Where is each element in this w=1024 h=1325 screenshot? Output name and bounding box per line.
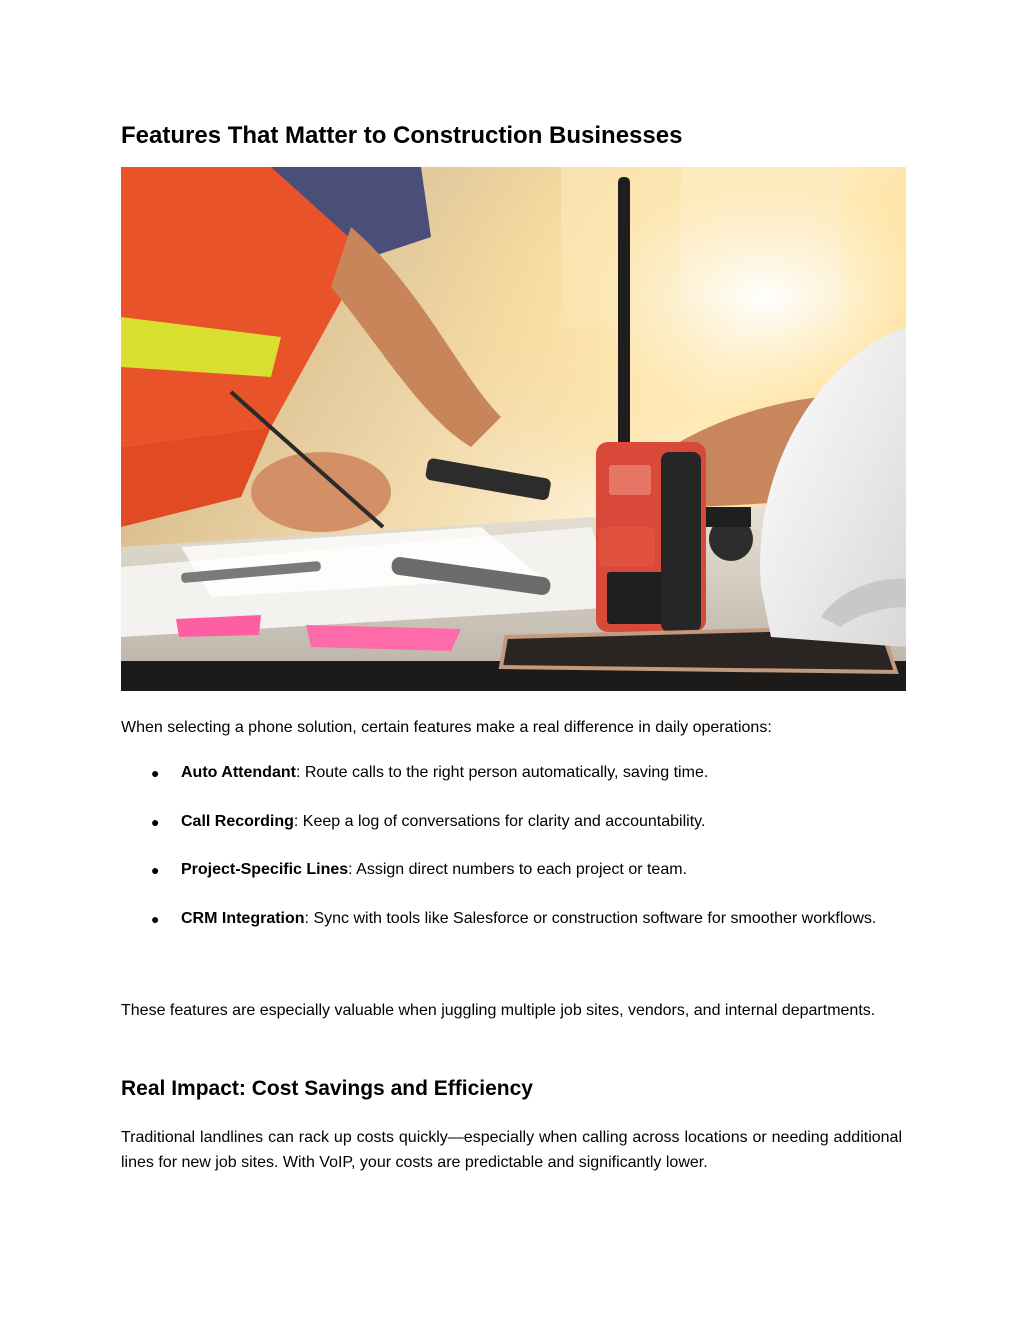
feature-description: : Route calls to the right person automatically, saving time.: [295, 764, 709, 781]
intro-paragraph: When selecting a phone solution, certain features make a real difference in daily operations:: [121, 719, 772, 736]
feature-title: Auto Attendant: [181, 764, 296, 781]
feature-list: [121, 761, 902, 955]
feature-description: : Sync with tools like Salesforce or construction software for smoother workflows.: [304, 909, 877, 927]
summary-paragraph: These features are especially valuable when juggling multiple job sites, vendors, and internal departments.: [121, 1002, 876, 1019]
section-heading: Real Impact: Cost Savings and Efficiency: [121, 1077, 533, 1100]
bullet-icon: ●: [151, 813, 160, 830]
feature-title: Project-Specific Lines: [181, 861, 349, 878]
bullet-icon: ●: [151, 862, 160, 878]
bullet-icon: ●: [151, 910, 160, 927]
construction-photo: [121, 167, 906, 691]
bullet-icon: ●: [151, 765, 160, 781]
feature-description: : Assign direct numbers to each project or team.: [348, 861, 687, 878]
feature-title: CRM Integration: [181, 909, 305, 927]
list-item: [121, 810, 902, 835]
list-item: [121, 907, 902, 932]
feature-title: Call Recording: [181, 812, 294, 830]
feature-description: : Keep a log of conversations for clarity and accountability.: [293, 812, 706, 830]
page-title: Features That Matter to Construction Businesses: [121, 122, 683, 149]
list-item: [121, 761, 902, 786]
impact-paragraph: Traditional landlines can rack up costs quickly—especially when calling across locations or needing additional lines for new job sites. With VoIP, your costs are predictable and significantly lower.: [121, 1129, 902, 1171]
list-item: [121, 858, 902, 883]
